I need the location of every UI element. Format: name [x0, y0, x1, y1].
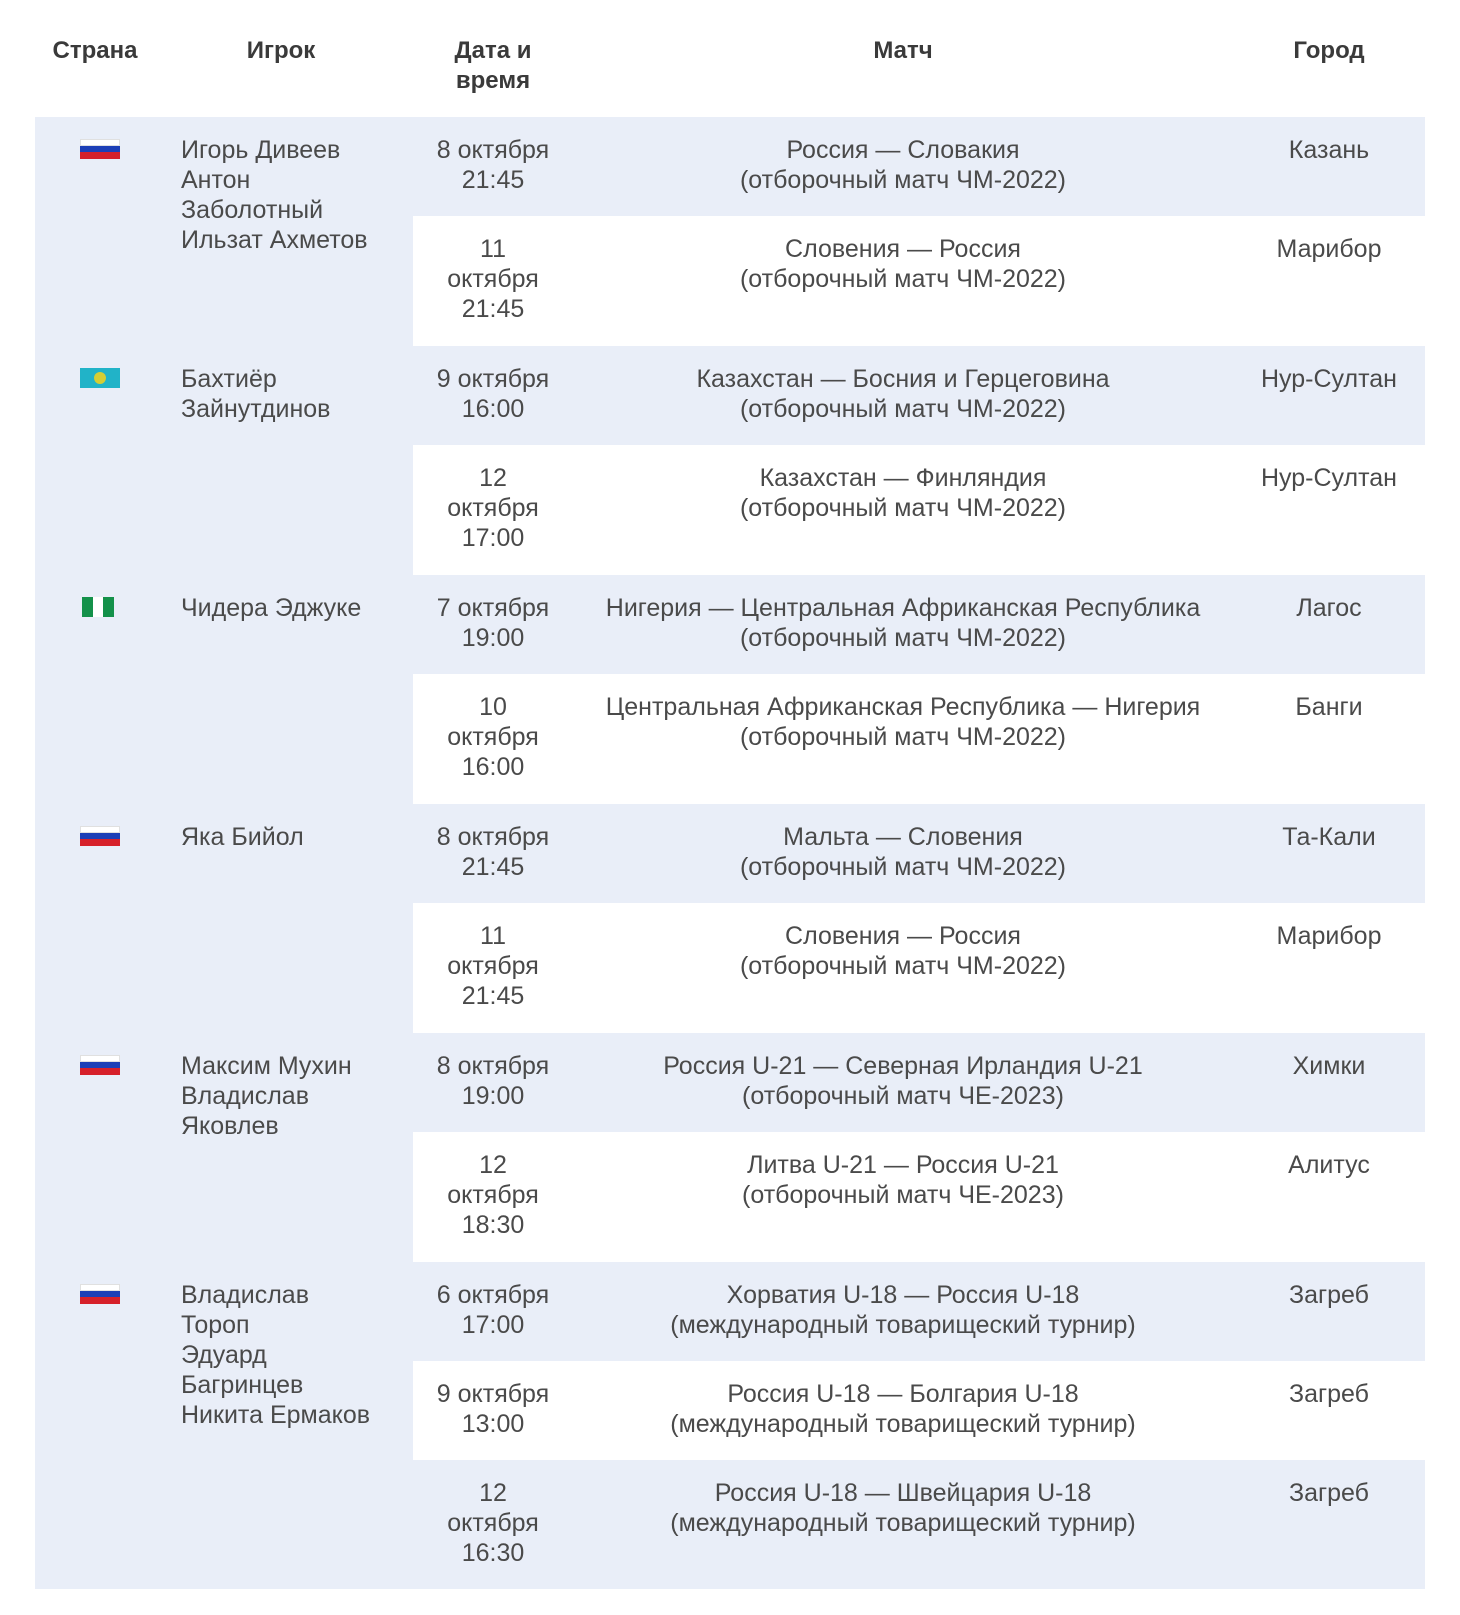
date-text: 9 октября	[436, 1380, 550, 1408]
match-teams: Россия — Словакия	[786, 136, 1020, 164]
players-list	[181, 593, 396, 623]
date-text: октября	[447, 723, 539, 751]
date-text: октября	[447, 1509, 539, 1537]
match-date	[413, 1478, 573, 1568]
time-text: 17:00	[461, 524, 525, 552]
russia-flag-icon	[80, 1284, 120, 1304]
match-row	[413, 1262, 1425, 1361]
match-row	[413, 346, 1425, 445]
match-date	[413, 1379, 573, 1439]
header-date-time-line1: Дата и	[454, 37, 532, 64]
match-date	[413, 593, 573, 653]
match-city: Нур-Султан	[1261, 464, 1397, 492]
match-type: (отборочный матч ЧМ-2022)	[739, 853, 1067, 881]
match-type: (отборочный матч ЧМ-2022)	[739, 723, 1067, 751]
match-type: (отборочный матч ЧМ-2022)	[739, 166, 1067, 194]
players-list	[181, 822, 396, 852]
player-name: Заболотный	[181, 196, 324, 224]
match-type: (отборочный матч ЧЕ-2023)	[742, 1181, 1064, 1209]
match-type: (отборочный матч ЧМ-2022)	[739, 395, 1067, 423]
nigeria-flag-icon	[82, 597, 114, 617]
match-date	[413, 1051, 573, 1111]
player-group	[35, 1033, 1425, 1262]
match-type: (международный товарищеский турнир)	[670, 1311, 1136, 1339]
players-list	[181, 1280, 396, 1430]
match-row	[413, 575, 1425, 674]
match-date	[413, 921, 573, 1011]
date-text: 11	[480, 235, 506, 263]
match-type: (отборочный матч ЧМ-2022)	[739, 494, 1067, 522]
players-list	[181, 364, 396, 424]
players-list	[181, 135, 396, 255]
time-text: 21:45	[461, 982, 525, 1010]
match-info	[573, 593, 1233, 653]
time-text: 18:30	[461, 1211, 525, 1239]
match-city: Та-Кали	[1282, 823, 1376, 851]
player-name: Никита Ермаков	[181, 1401, 371, 1429]
match-info	[573, 364, 1233, 424]
player-name: Бахтиёр	[181, 365, 277, 393]
time-text: 17:00	[461, 1311, 525, 1339]
player-name: Игорь Дивеев	[181, 136, 341, 164]
match-city: Марибор	[1276, 922, 1382, 950]
kazakhstan-flag-icon	[80, 368, 120, 388]
match-row	[413, 674, 1425, 804]
match-type: (отборочный матч ЧМ-2022)	[739, 265, 1067, 293]
match-info	[573, 822, 1233, 882]
match-date	[413, 234, 573, 324]
match-city: Химки	[1292, 1052, 1366, 1080]
match-row	[413, 903, 1425, 1033]
match-city: Банги	[1295, 693, 1363, 721]
match-date	[413, 463, 573, 553]
match-row	[413, 1132, 1425, 1262]
match-city: Загреб	[1289, 1380, 1369, 1408]
player-name: Максим Мухин	[181, 1052, 352, 1080]
time-text: 19:00	[461, 1082, 525, 1110]
header-date-time	[413, 36, 573, 96]
date-text: 11	[480, 922, 506, 950]
match-info	[573, 234, 1233, 294]
match-teams: Россия U-18 — Швейцария U-18	[714, 1479, 1092, 1507]
date-text: 9 октября	[436, 365, 550, 393]
date-text: октября	[447, 265, 539, 293]
match-row	[413, 216, 1425, 346]
match-city: Казань	[1288, 136, 1370, 164]
match-type: (международный товарищеский турнир)	[670, 1410, 1136, 1438]
match-info	[573, 1478, 1233, 1538]
time-text: 21:45	[461, 166, 525, 194]
date-text: 8 октября	[436, 823, 550, 851]
player-group	[35, 575, 1425, 804]
date-text: октября	[447, 952, 539, 980]
match-info	[573, 692, 1233, 752]
match-teams: Словения — Россия	[785, 235, 1021, 263]
match-date	[413, 364, 573, 424]
match-city: Алитус	[1288, 1151, 1370, 1179]
players-list	[181, 1051, 396, 1141]
player-group	[35, 117, 1425, 346]
match-type: (отборочный матч ЧЕ-2023)	[742, 1082, 1064, 1110]
date-text: 12	[479, 1479, 507, 1507]
match-info	[573, 1280, 1233, 1340]
match-row	[413, 804, 1425, 903]
date-text: 8 октября	[436, 136, 550, 164]
match-teams: Россия U-21 — Северная Ирландия U-21	[663, 1052, 1143, 1080]
match-teams: Мальта — Словения	[783, 823, 1023, 851]
match-row	[413, 1460, 1425, 1589]
player-group	[35, 804, 1425, 1033]
russia-flag-icon	[80, 139, 120, 159]
date-text: 8 октября	[436, 1052, 550, 1080]
time-text: 21:45	[461, 853, 525, 881]
match-city: Лагос	[1296, 594, 1362, 622]
date-text: 12	[479, 464, 507, 492]
player-name: Владислав	[181, 1281, 309, 1309]
match-info	[573, 463, 1233, 523]
match-row	[413, 1361, 1425, 1460]
date-text: октября	[447, 1181, 539, 1209]
match-teams: Литва U-21 — Россия U-21	[747, 1151, 1059, 1179]
match-info	[573, 1379, 1233, 1439]
match-row	[413, 117, 1425, 216]
time-text: 16:30	[461, 1539, 525, 1567]
time-text: 16:00	[461, 395, 525, 423]
match-date	[413, 135, 573, 195]
match-city: Загреб	[1289, 1479, 1369, 1507]
time-text: 16:00	[461, 753, 525, 781]
match-row	[413, 445, 1425, 575]
match-teams: Казахстан — Финляндия	[759, 464, 1047, 492]
match-date	[413, 1280, 573, 1340]
time-text: 19:00	[461, 624, 525, 652]
player-name: Зайнутдинов	[181, 395, 331, 423]
match-type: (отборочный матч ЧМ-2022)	[739, 952, 1067, 980]
match-info	[573, 921, 1233, 981]
date-text: октября	[447, 494, 539, 522]
match-teams: Хорватия U-18 — Россия U-18	[726, 1281, 1080, 1309]
player-name: Тороп	[181, 1311, 250, 1339]
player-group	[35, 346, 1425, 575]
match-teams: Казахстан — Босния и Герцеговина	[696, 365, 1110, 393]
player-name: Чидера Эджуке	[181, 594, 362, 622]
header-player: Игрок	[246, 37, 316, 64]
table-header	[35, 0, 1425, 117]
match-row	[413, 1033, 1425, 1132]
player-name: Багринцев	[181, 1371, 304, 1399]
player-name: Антон	[181, 166, 251, 194]
player-name: Ильзат Ахметов	[181, 226, 368, 254]
match-teams: Нигерия — Центральная Африканская Республика	[605, 594, 1201, 622]
header-country: Страна	[52, 37, 138, 64]
match-city: Нур-Султан	[1261, 365, 1397, 393]
schedule-table	[35, 0, 1425, 1610]
player-name: Яковлев	[181, 1112, 279, 1140]
match-date	[413, 692, 573, 782]
match-type: (отборочный матч ЧМ-2022)	[739, 624, 1067, 652]
time-text: 21:45	[461, 295, 525, 323]
match-date	[413, 822, 573, 882]
date-text: 7 октября	[436, 594, 550, 622]
match-teams: Словения — Россия	[785, 922, 1021, 950]
slovenia-flag-icon	[80, 826, 120, 846]
date-text: 6 октября	[436, 1281, 550, 1309]
match-teams: Центральная Африканская Республика — Нигерия	[605, 693, 1201, 721]
match-city: Марибор	[1276, 235, 1382, 263]
match-type: (международный товарищеский турнир)	[670, 1509, 1136, 1537]
match-info	[573, 135, 1233, 195]
header-match: Матч	[873, 37, 933, 64]
date-text: 12	[479, 1151, 507, 1179]
match-info	[573, 1051, 1233, 1111]
match-teams: Россия U-18 — Болгария U-18	[727, 1380, 1079, 1408]
match-date	[413, 1150, 573, 1240]
header-date-time-line2: время	[455, 67, 531, 94]
time-text: 13:00	[461, 1410, 525, 1438]
player-group	[35, 1262, 1425, 1589]
match-city: Загреб	[1289, 1281, 1369, 1309]
player-name: Яка Бийол	[181, 823, 304, 851]
player-name: Владислав	[181, 1082, 309, 1110]
match-info	[573, 1150, 1233, 1210]
header-city: Город	[1293, 37, 1365, 64]
russia-flag-icon	[80, 1055, 120, 1075]
player-name: Эдуард	[181, 1341, 267, 1369]
date-text: 10	[479, 693, 507, 721]
